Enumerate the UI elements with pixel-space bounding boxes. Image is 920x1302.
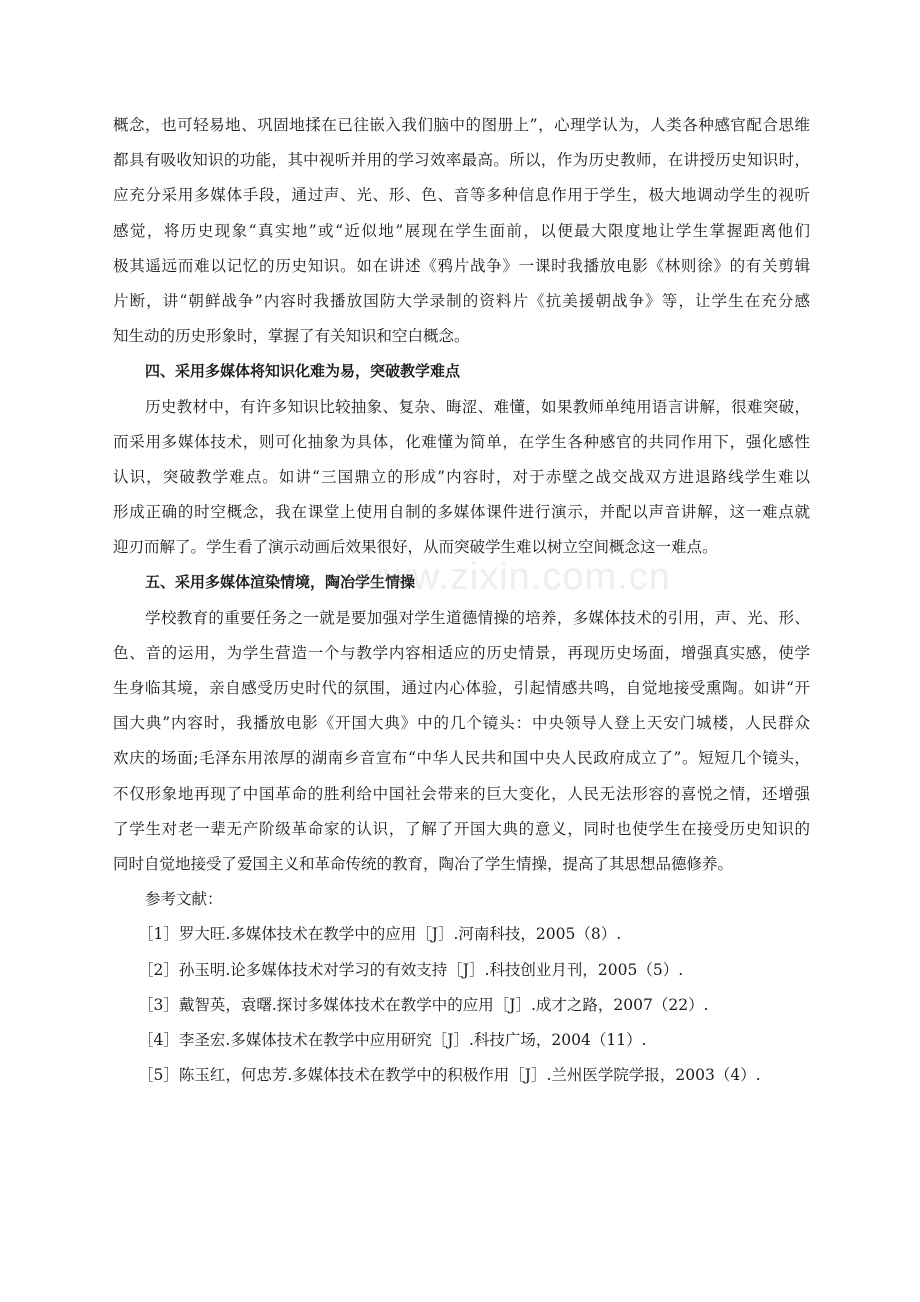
text-line: 了学生对老一辈无产阶级革命家的认识，了解了开国大典的意义，同时也使学生在接受历史知识的 (113, 819, 810, 838)
section-heading-4: 四、采用多媒体将知识化难为易，突破教学难点 (145, 362, 461, 381)
text-line: 而采用多媒体技术，则可化抽象为具体，化难懂为简单，在学生各种感官的共同作用下，强化感性 (113, 432, 810, 451)
paragraph-intro (113, 108, 810, 354)
text-line: 同时自觉地接受了爱国主义和革命传统的教育，陶冶了学生情操，提高了其思想品德修养。 (113, 854, 734, 873)
watermark: www.zixin.com.cn (355, 556, 671, 598)
text-line: 认识，突破教学难点。如讲“三国鼎立的形成”内容时，对于赤壁之战交战双方进退路线学生难以 (113, 467, 810, 486)
text-line: 不仅形象地再现了中国革命的胜利给中国社会带来的巨大变化，人民无法形容的喜悦之情，还增强 (113, 784, 810, 803)
reference-item: ［5］陈玉红，何忠芳.多媒体技术在教学中的积极作用［J］.兰州医学院学报，2003（4）. (138, 1066, 761, 1085)
paragraph-section-5 (113, 601, 810, 883)
document-body (113, 108, 810, 1093)
reference-item: ［1］罗大旺.多媒体技术在教学中的应用［J］.河南科技，2005（8）. (138, 925, 622, 944)
text-line: 片断，讲“朝鲜战争”内容时我播放国防大学录制的资料片《抗美援朝战争》等，让学生在充分感 (113, 291, 810, 310)
reference-item: ［2］孙玉明.论多媒体技术对学习的有效支持［J］.科技创业月刊，2005（5）. (138, 960, 684, 979)
references-list (113, 917, 810, 1093)
reference-item: ［3］戴智英，袁曙.探讨多媒体技术在教学中的应用［J］.成才之路，2007（22）. (138, 995, 709, 1014)
text-line: 生身临其境，亲自感受历史时代的氛围，通过内心体验，引起情感共鸣，自觉地接受熏陶。如讲“开 (113, 679, 810, 697)
text-line: 应充分采用多媒体手段，通过声、光、形、色、音等多种信息作用于学生，极大地调动学生的视听 (113, 186, 810, 205)
text-line: 迎刃而解了。学生看了演示动画后效果很好，从而突破学生难以树立空间概念这一难点。 (113, 538, 718, 557)
references-title: 参考文献： (145, 890, 223, 909)
text-line: 都具有吸收知识的功能，其中视听并用的学习效率最高。所以，作为历史教师，在讲授历史知识时， (113, 151, 810, 170)
section-heading-5: 五、采用多媒体渲染情境，陶冶学生情操 (145, 573, 416, 592)
text-line: 感觉，将历史现象“真实地”或“近似地”展现在学生面前，以便最大限度地让学生掌握距离他们 (113, 221, 810, 240)
text-line: 学校教育的重要任务之一就是要加强对学生道德情操的培养，多媒体技术的引用，声、光、形、 (145, 608, 810, 627)
text-line: 概念，也可轻易地、巩固地揉在已往嵌入我们脑中的图册上”，心理学认为，人类各种感官配合思维 (113, 116, 810, 134)
text-line: 历史教材中，有许多知识比较抽象、复杂、晦涩、难懂，如果教师单纯用语言讲解，很难突破， (145, 397, 810, 416)
text-line: 色、音的运用，为学生营造一个与教学内容相适应的历史情景，再现历史场面，增强真实感，使学 (113, 643, 810, 662)
text-line: 国大典”内容时，我播放电影《开国大典》中的几个镜头：中央领导人登上天安门城楼，人民群众 (113, 714, 810, 733)
text-line: 知生动的历史形象时，掌握了有关知识和空白概念。 (113, 327, 470, 346)
reference-item: ［4］李圣宏.多媒体技术在教学中应用研究［J］.科技广场，2004（11）. (138, 1030, 647, 1049)
paragraph-section-4 (113, 390, 810, 566)
text-line: 极其遥远而难以记忆的历史知识。如在讲述《鸦片战争》一课时我播放电影《林则徐》的有关剪辑 (113, 256, 810, 275)
text-line: 欢庆的场面;毛泽东用浓厚的湖南乡音宣布“中华人民共和国中央人民政府成立了”。短短几个镜头， (113, 749, 810, 768)
text-line: 形成正确的时空概念，我在课堂上使用自制的多媒体课件进行演示，并配以声音讲解，这一难点就 (113, 503, 810, 522)
